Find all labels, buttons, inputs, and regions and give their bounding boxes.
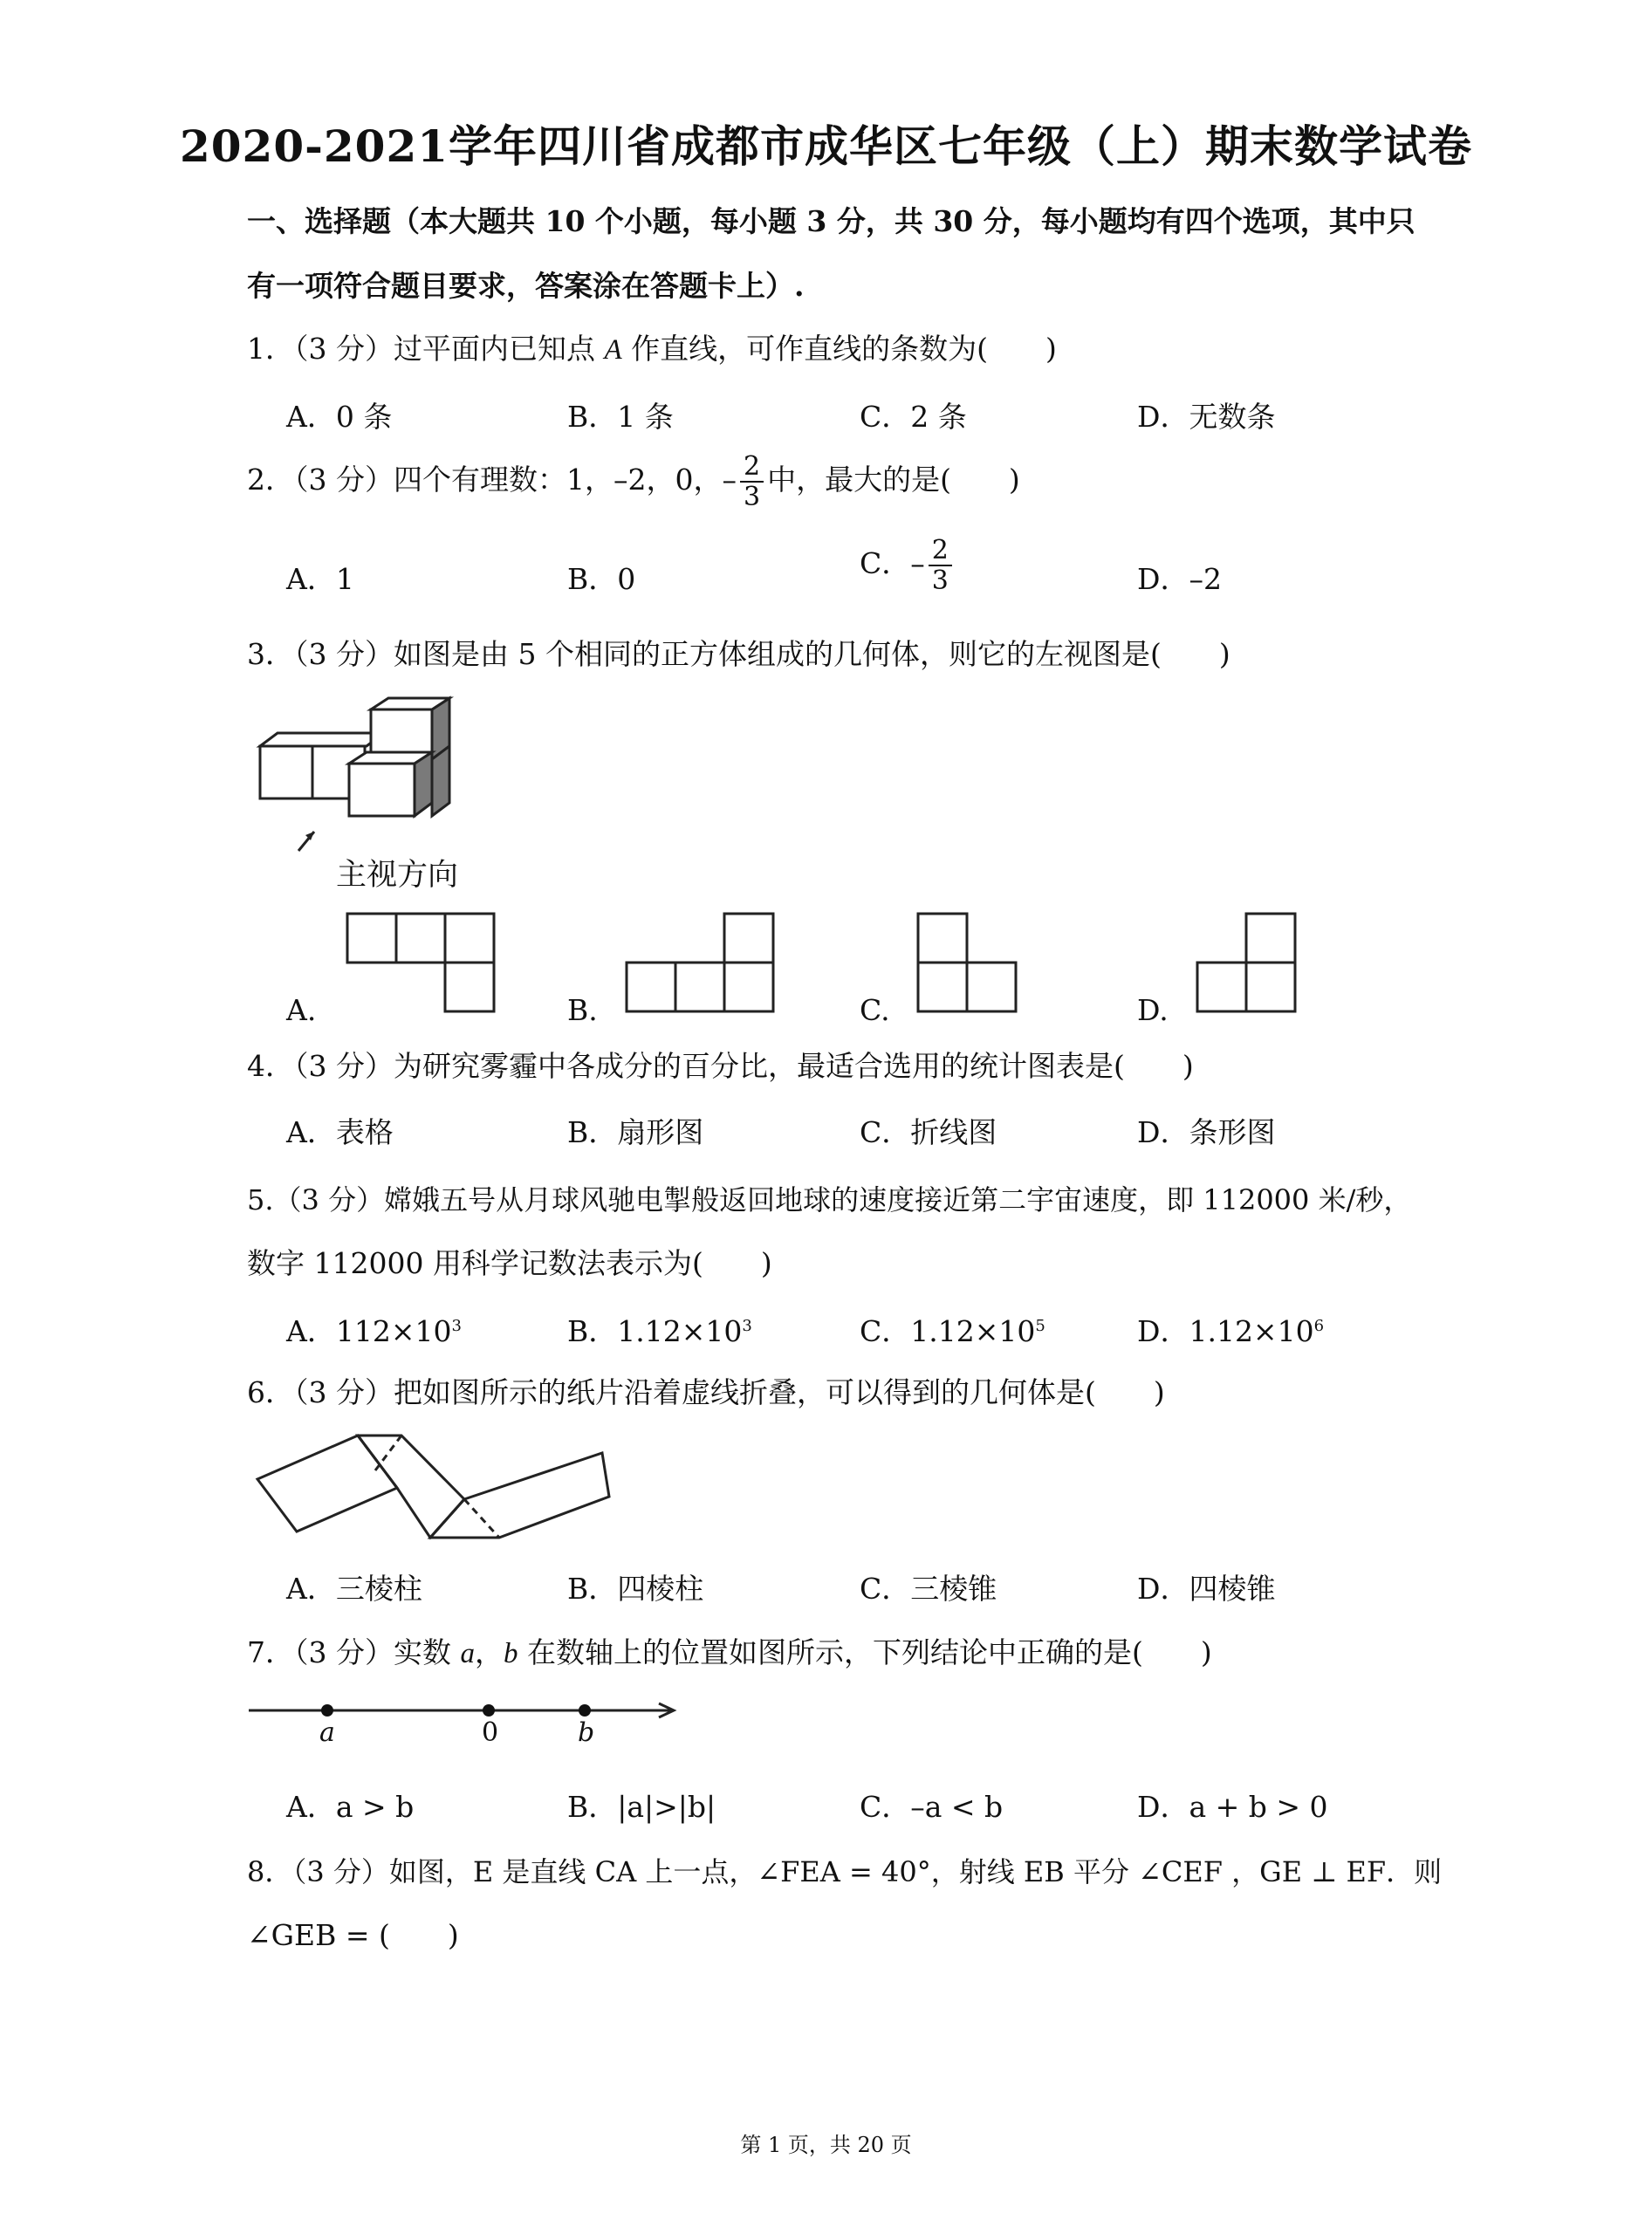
question-8-line1: 8．（3 分）如图，E 是直线 CA 上一点，∠FEA = 40°，射线 EB 平分 ∠CEF ，GE ⊥ EF．则 — [247, 1855, 1443, 1888]
q5-option-a[interactable]: A．$112\times 10^3$ — [286, 1314, 462, 1348]
q1-var: A — [604, 334, 622, 366]
q3-option-c-figure — [916, 912, 1021, 1017]
q5-option-b[interactable]: B．$1.12\times 10^3$ — [567, 1314, 752, 1348]
q3-direction-label: 主视方向 — [336, 858, 459, 893]
q2-option-a[interactable]: A．1 — [286, 562, 354, 596]
q6-option-c[interactable]: C．三棱锥 — [860, 1572, 997, 1606]
question-5-line2: 数字 112000 用科学记数法表示为( ) — [247, 1246, 772, 1280]
q1-option-a[interactable]: A．0 条 — [286, 400, 393, 434]
q7-option-d[interactable]: D．a + b > 0 — [1137, 1790, 1328, 1824]
q4-option-d[interactable]: D．条形图 — [1137, 1115, 1276, 1149]
q2-fraction: $\frac{2}{3}$ — [740, 452, 764, 511]
q3-option-d-figure — [1196, 912, 1300, 1017]
question-1 — [247, 326, 1057, 367]
axis-label-zero: 0 — [482, 1717, 499, 1748]
q3-option-b-figure — [625, 912, 775, 1017]
q7-option-a[interactable]: A．a > b — [286, 1790, 415, 1824]
q5-option-d[interactable]: D．$1.12\times 10^6$ — [1137, 1314, 1325, 1348]
q4-option-a[interactable]: A．表格 — [286, 1115, 394, 1149]
q2-text-b: 中，最大的是( ) — [767, 463, 1020, 497]
page-title: 2020-2021学年四川省成都市成华区七年级（上）期末数学试卷 — [179, 120, 1473, 172]
q7-number-line — [249, 1693, 685, 1754]
q2-option-b[interactable]: B．0 — [567, 562, 636, 596]
q3-option-b[interactable]: B. — [567, 993, 598, 1027]
q6-option-b[interactable]: B．四棱柱 — [567, 1572, 704, 1606]
q7-var-b: b — [503, 1638, 518, 1669]
question-4: 4．（3 分）为研究雾霾中各成分的百分比，最适合选用的统计图表是( ) — [247, 1049, 1194, 1083]
q2-text-a: 2．（3 分）四个有理数：1，–2，0，– — [247, 463, 737, 497]
q1-option-b[interactable]: B．1 条 — [567, 400, 674, 434]
question-7: 7．（3 分）实数 a，b 在数轴上的位置如图所示，下列结论中正确的是( ) — [247, 1635, 1212, 1669]
q7-option-b[interactable]: B．|a|>|b| — [567, 1790, 716, 1824]
question-6: 6．（3 分）把如图所示的纸片沿着虚线折叠，可以得到的几何体是( ) — [247, 1375, 1165, 1409]
q3-option-d[interactable]: D. — [1137, 993, 1169, 1027]
q6-option-a[interactable]: A．三棱柱 — [286, 1572, 422, 1606]
page-footer: 第 1 页，共 20 页 — [740, 2133, 912, 2157]
point-zero — [483, 1704, 495, 1717]
axis-label-b: b — [578, 1717, 595, 1748]
question-3: 3．（3 分）如图是由 5 个相同的正方体组成的几何体，则它的左视图是( ) — [247, 637, 1230, 671]
q1-text-a: 1．（3 分）过平面内已知点 — [247, 332, 605, 366]
q1-option-c[interactable]: C．2 条 — [860, 400, 967, 434]
section-heading-line1: 一、选择题（本大题共 10 个小题，每小题 3 分，共 30 分，每小题均有四个选项，其中只 — [247, 204, 1416, 238]
q7-option-c[interactable]: C．–a < b — [860, 1790, 1004, 1824]
q4-option-b[interactable]: B．扇形图 — [567, 1115, 704, 1149]
question-2 — [247, 452, 1020, 511]
q6-paper-figure — [253, 1431, 620, 1545]
q3-option-a-figure — [346, 912, 494, 1017]
q7-var-a: a — [460, 1638, 475, 1669]
axis-label-a: a — [319, 1717, 335, 1748]
q3-option-c[interactable]: C. — [860, 993, 890, 1027]
q1-option-d[interactable]: D．无数条 — [1137, 400, 1276, 434]
point-b — [579, 1704, 591, 1717]
q6-option-d[interactable]: D．四棱锥 — [1137, 1572, 1276, 1606]
q5-option-c[interactable]: C．$1.12\times 10^5$ — [860, 1314, 1045, 1348]
point-a — [321, 1704, 333, 1717]
q4-option-c[interactable]: C．折线图 — [860, 1115, 997, 1149]
section-heading-line2: 有一项符合题目要求，答案涂在答题卡上）. — [247, 269, 805, 303]
q2-option-d[interactable]: D．–2 — [1137, 562, 1222, 596]
question-8-line2: ∠GEB = ( ) — [247, 1918, 459, 1952]
q3-option-a[interactable]: A. — [286, 993, 317, 1027]
q2-option-c[interactable]: C．– $\frac{2}{3}$ — [860, 536, 956, 595]
question-5-line1: 5.（3 分）嫦娥五号从月球风驰电掣般返回地球的速度接近第二宇宙速度，即 112000 米/秒， — [247, 1183, 1412, 1216]
q1-text-b: 作直线，可作直线的条数为( ) — [621, 332, 1057, 366]
